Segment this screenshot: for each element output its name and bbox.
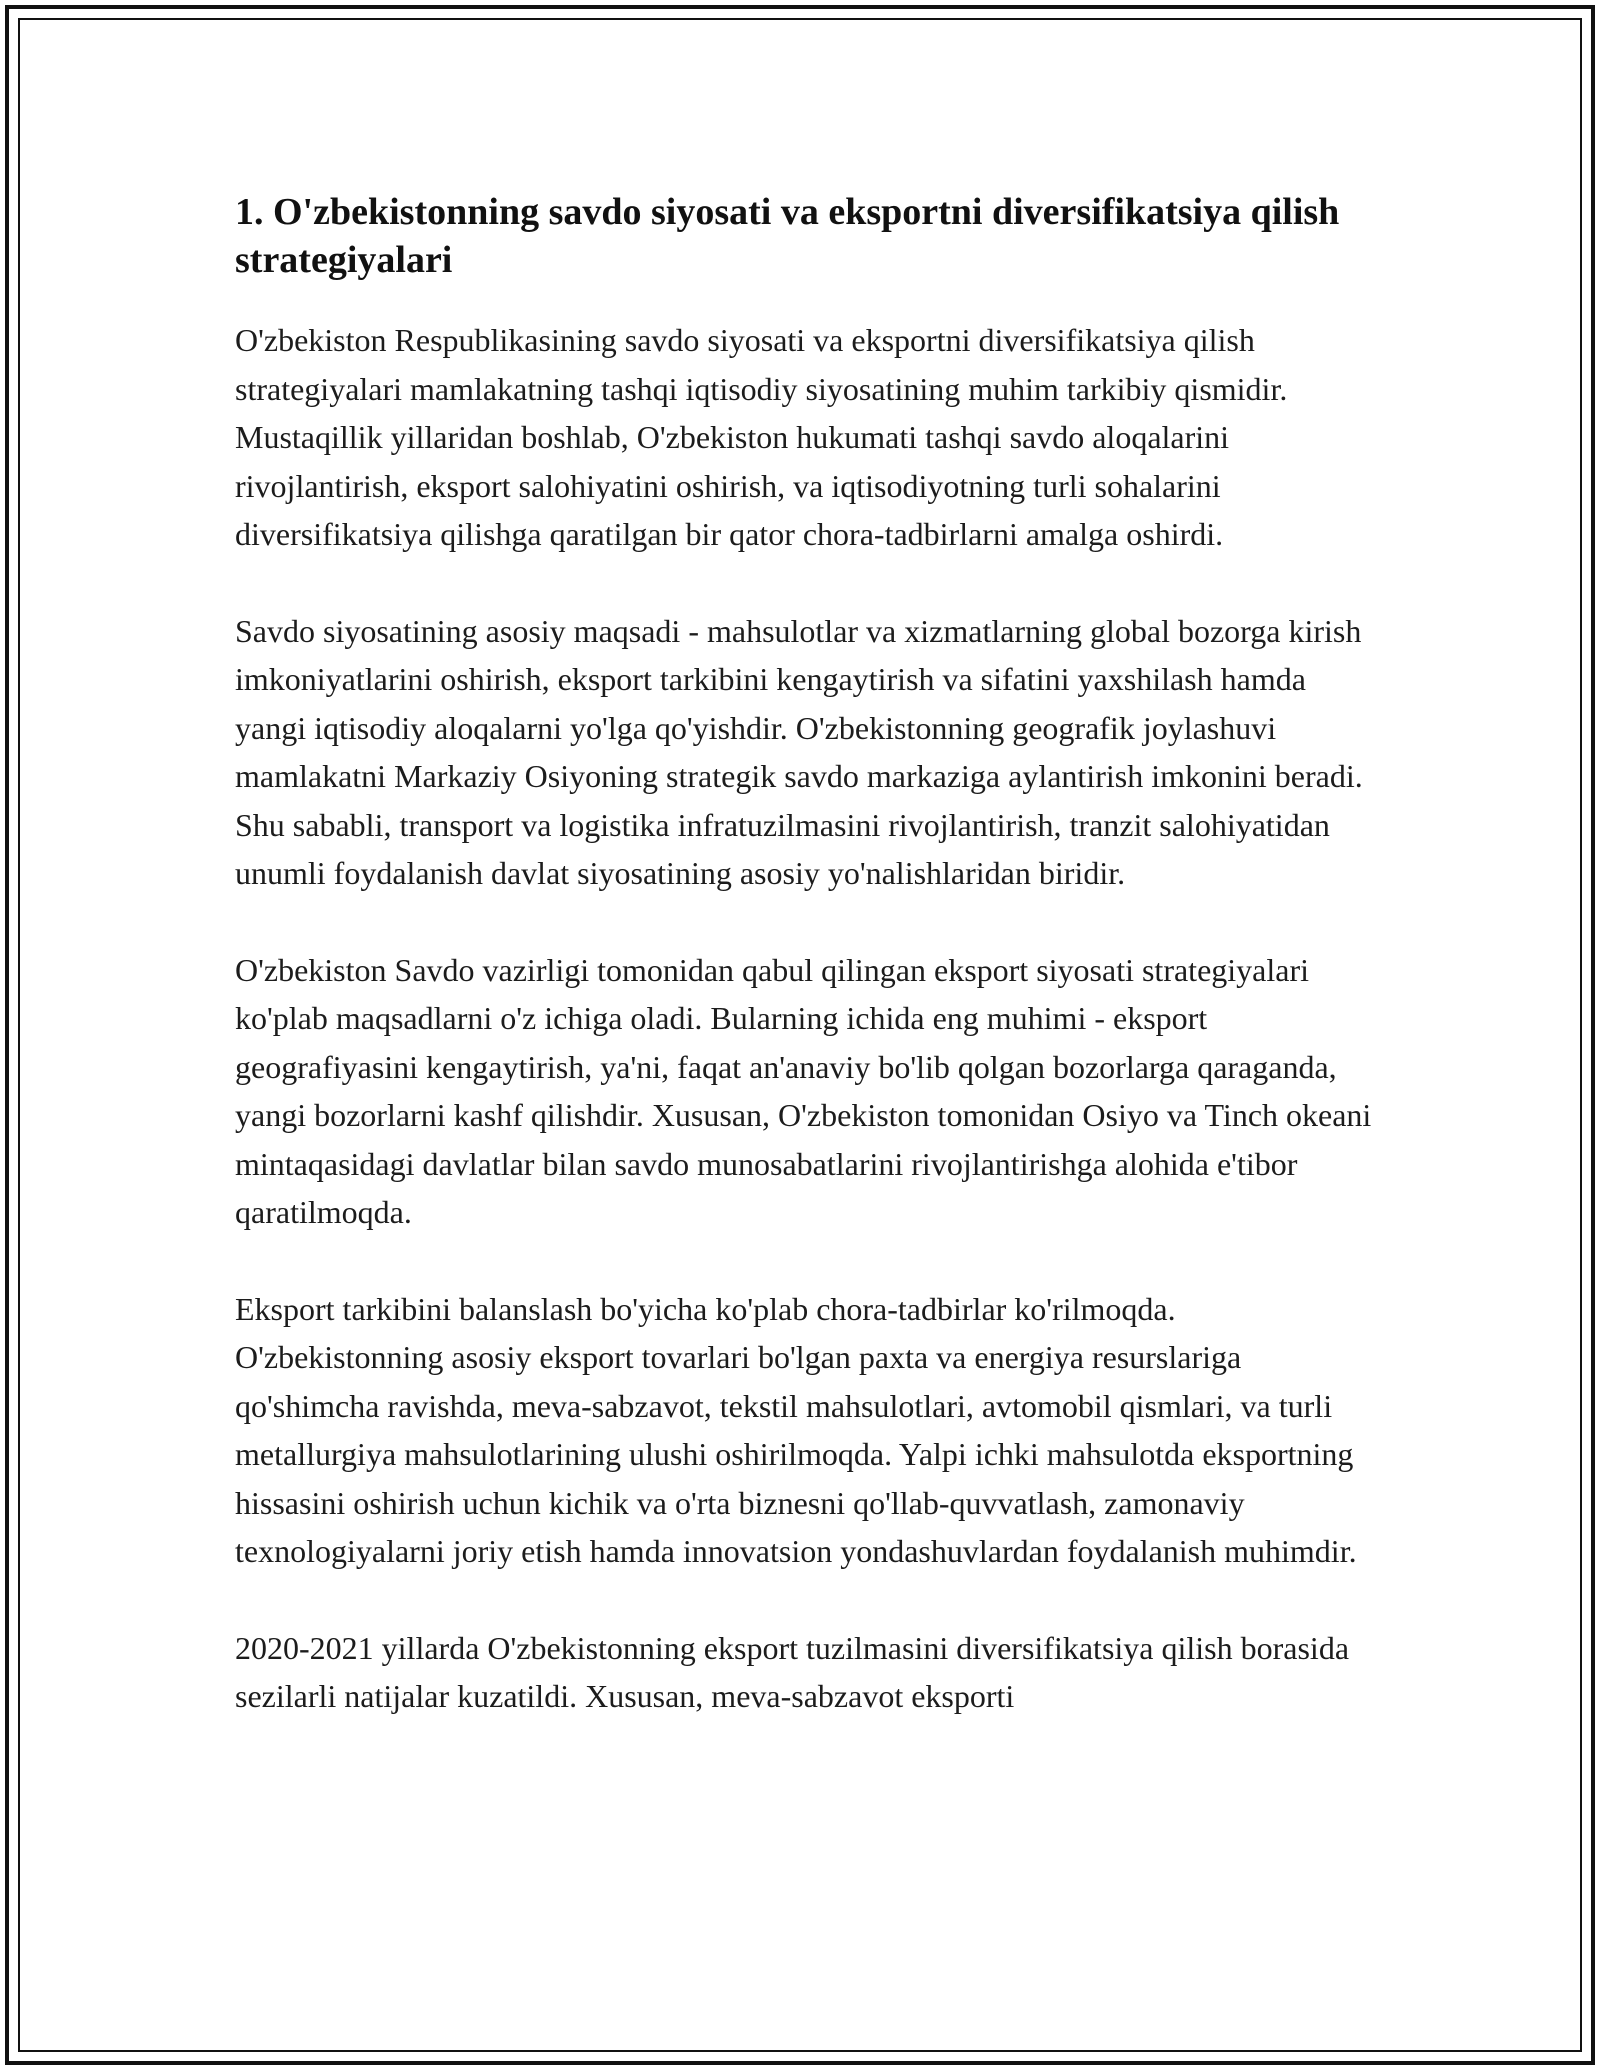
paragraph-export-balance: Eksport tarkibini balanslash bo'yicha ko'plab chora-tadbirlar ko'rilmoqda. O'zbekistonning asosiy eksport tovarlari bo'lgan paxta va energiya resurslariga qo'shimcha ravishda, meva-sabzavot, tekstil mahsulotlari, avtomobil qismlari, va turli metallurgiya mahsulotlarining ulushi oshirilmoqda. Yalpi ichki mahsulotda eksportning hissasini oshirish uchun kichik va o'rta biznesni qo'llab-quvvatlash, zamonaviy texnologiyalarni joriy etish hamda innovatsion yondashuvlardan foydalanish muhimdir. [235,1290,1357,1569]
paragraph-trade-policy-intro: O'zbekiston Respublikasining savdo siyosati va eksportni diversifikatsiya qilish strategiyalari mamlakatning tashqi iqtisodiy siyosatining muhim tarkibiy qismidir. Mustaqillik yillaridan boshlab, O'zbekiston hukumati tashqi savdo aloqalarini rivojlantirish, eksport salohiyatini oshirish, va iqtisodiyotning turli sohalarini diversifikatsiya qilishga qaratilgan bir qator chora-tadbirlarni amalga oshirdi. [235,322,1288,552]
document-body [235,188,1375,1769]
paragraph-trade-policy-goal: Savdo siyosatining asosiy maqsadi - mahsulotlar va xizmatlarning global bozorga kirish imkoniyatlarini oshirish, eksport tarkibini kengaytirish va sifatini yaxshilash hamda yangi iqtisodiy aloqalarni yo'lga qo'yishdir. O'zbekistonning geografik joylashuvi mamlakatni Markaziy Osiyoning strategik savdo markaziga aylantirish imkonini beradi. Shu sababli, transport va logistika infratuzilmasini rivojlantirish, tranzit salohiyatidan unumli foydalanish davlat siyosatining asosiy yo'nalishlaridan biridir. [235,612,1363,891]
paragraph-results-2020-2021: 2020-2021 yillarda O'zbekistonning eksport tuzilmasini diversifikatsiya qilish borasida sezilarli natijalar kuzatildi. Xususan, meva-sabzavot eksporti [235,1629,1350,1714]
section-heading: 1. O'zbekistonning savdo siyosati va eksportni diversifikatsiya qilish strategiyalari [235,191,1340,281]
paragraph-export-strategy: O'zbekiston Savdo vazirligi tomonidan qabul qilingan eksport siyosati strategiyalari ko'plab maqsadlarni o'z ichiga oladi. Bularning ichida eng muhimi - eksport geografiyasini kengaytirish, ya'ni, faqat an'anaviy bo'lib qolgan bozorlarga qaraganda, yangi bozorlarni kashf qilishdir. Xususan, O'zbekiston tomonidan Osiyo va Tinch okeani mintaqasidagi davlatlar bilan savdo munosabatlarini rivojlantirishga alohida e'tibor qaratilmoqda. [235,951,1372,1230]
